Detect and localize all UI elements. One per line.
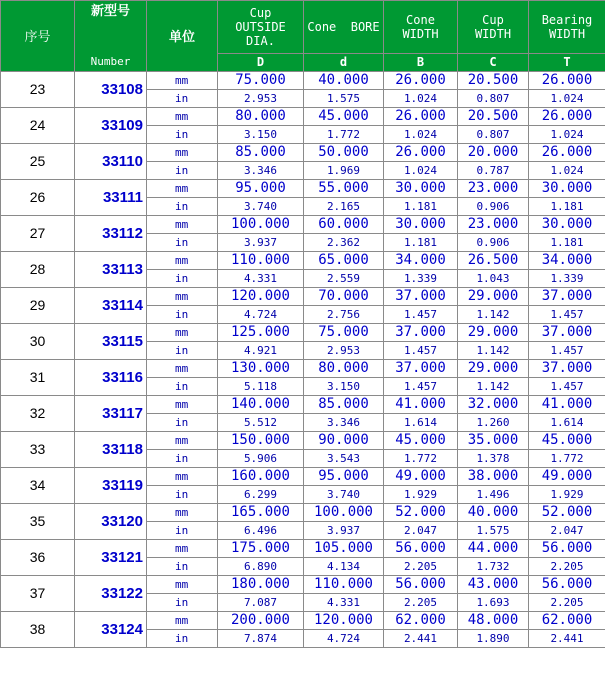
unit-in-label: in [147,629,218,647]
cone-width-in: 1.614 [384,413,458,431]
cone-width-mm: 30.000 [384,179,458,197]
cup-outside-dia-mm: 120.000 [218,287,304,305]
cup-width-in: 1.378 [458,449,529,467]
cone-width-in: 2.441 [384,629,458,647]
cup-width-in: 1.142 [458,305,529,323]
row-seq: 38 [1,611,75,647]
cup-width-mm: 29.000 [458,359,529,377]
cone-width-in: 2.047 [384,521,458,539]
table-row-mm [1,611,605,629]
cup-width-mm: 23.000 [458,179,529,197]
cone-bore-in: 2.559 [304,269,384,287]
cup-outside-dia-mm: 85.000 [218,143,304,161]
cone-bore-in: 2.165 [304,197,384,215]
cone-bore-in: 1.772 [304,125,384,143]
cup-width-mm: 29.000 [458,287,529,305]
unit-mm-label: mm [147,359,218,377]
row-seq: 30 [1,323,75,359]
row-seq: 27 [1,215,75,251]
bearing-width-in: 2.205 [529,593,605,611]
table-row-mm [1,143,605,161]
row-model-number: 33119 [75,467,147,503]
cone-width-in: 2.205 [384,593,458,611]
unit-mm-label: mm [147,179,218,197]
bearing-width-mm: 37.000 [529,287,605,305]
cone-width-mm: 37.000 [384,359,458,377]
cone-width-mm: 41.000 [384,395,458,413]
cup-width-in: 1.142 [458,341,529,359]
cone-bore-in: 3.543 [304,449,384,467]
table-row-mm [1,503,605,521]
bearing-width-in: 1.339 [529,269,605,287]
cup-outside-dia-mm: 140.000 [218,395,304,413]
cup-width-mm: 20.500 [458,107,529,125]
cone-width-mm: 37.000 [384,323,458,341]
cup-width-in: 0.807 [458,89,529,107]
row-model-number: 33114 [75,287,147,323]
row-seq: 31 [1,359,75,395]
cone-bore-in: 1.575 [304,89,384,107]
row-seq: 28 [1,251,75,287]
bearing-width-mm: 52.000 [529,503,605,521]
cup-outside-dia-in: 6.299 [218,485,304,503]
bearing-width-in: 1.457 [529,377,605,395]
unit-mm-label: mm [147,395,218,413]
row-model-number: 33116 [75,359,147,395]
cup-outside-dia-in: 5.512 [218,413,304,431]
cup-width-mm: 20.000 [458,143,529,161]
cup-width-mm: 29.000 [458,323,529,341]
cup-width-in: 1.732 [458,557,529,575]
cup-width-mm: 23.000 [458,215,529,233]
row-model-number: 33118 [75,431,147,467]
bearing-width-mm: 26.000 [529,107,605,125]
row-seq: 32 [1,395,75,431]
cup-outside-dia-mm: 125.000 [218,323,304,341]
table-row-mm [1,395,605,413]
cup-outside-dia-in: 6.496 [218,521,304,539]
cup-width-in: 1.693 [458,593,529,611]
cone-bore-mm: 75.000 [304,323,384,341]
cone-width-mm: 45.000 [384,431,458,449]
unit-in-label: in [147,197,218,215]
cup-width-mm: 32.000 [458,395,529,413]
unit-in-label: in [147,449,218,467]
bearing-width-in: 1.024 [529,89,605,107]
header-model-number: Number [75,53,147,71]
row-model-number: 33111 [75,179,147,215]
row-model-number: 33115 [75,323,147,359]
header-symbol-C: C [458,53,529,71]
cone-width-mm: 30.000 [384,215,458,233]
bearing-width-in: 1.024 [529,161,605,179]
cup-width-in: 1.575 [458,521,529,539]
cone-bore-mm: 90.000 [304,431,384,449]
cup-outside-dia-mm: 80.000 [218,107,304,125]
cup-width-in: 1.043 [458,269,529,287]
cone-width-in: 1.024 [384,161,458,179]
cone-width-in: 1.929 [384,485,458,503]
bearing-width-in: 1.024 [529,125,605,143]
table-row-mm [1,539,605,557]
header-symbol-d: d [304,53,384,71]
cone-width-in: 1.181 [384,197,458,215]
cup-outside-dia-in: 5.118 [218,377,304,395]
bearing-width-in: 1.614 [529,413,605,431]
unit-in-label: in [147,125,218,143]
bearing-width-in: 1.181 [529,197,605,215]
cup-outside-dia-in: 3.346 [218,161,304,179]
row-seq: 25 [1,143,75,179]
cup-outside-dia-in: 3.740 [218,197,304,215]
bearing-width-mm: 56.000 [529,575,605,593]
cone-bore-mm: 70.000 [304,287,384,305]
bearing-width-mm: 30.000 [529,179,605,197]
unit-in-label: in [147,89,218,107]
row-model-number: 33109 [75,107,147,143]
cup-width-mm: 35.000 [458,431,529,449]
cone-width-in: 1.024 [384,125,458,143]
bearing-width-mm: 49.000 [529,467,605,485]
bearing-width-mm: 45.000 [529,431,605,449]
cone-width-in: 1.457 [384,305,458,323]
bearing-width-in: 2.205 [529,557,605,575]
cone-width-in: 1.772 [384,449,458,467]
bearing-width-in: 1.772 [529,449,605,467]
table-row-mm [1,107,605,125]
cup-width-in: 1.142 [458,377,529,395]
unit-in-label: in [147,485,218,503]
unit-mm-label: mm [147,107,218,125]
unit-mm-label: mm [147,287,218,305]
bearing-width-mm: 37.000 [529,323,605,341]
bearing-width-mm: 41.000 [529,395,605,413]
cup-outside-dia-in: 3.150 [218,125,304,143]
table-row-mm [1,431,605,449]
header-cone-bore: Cone BORE [304,1,384,54]
bearing-width-in: 2.047 [529,521,605,539]
bearing-width-in: 1.457 [529,341,605,359]
cone-bore-in: 4.134 [304,557,384,575]
unit-in-label: in [147,161,218,179]
header-cup-width: Cup WIDTH [458,1,529,54]
cone-bore-in: 3.937 [304,521,384,539]
cone-bore-mm: 100.000 [304,503,384,521]
header-model: 新型号 [75,1,147,54]
row-seq: 34 [1,467,75,503]
cup-width-mm: 26.500 [458,251,529,269]
row-model-number: 33117 [75,395,147,431]
cone-bore-in: 2.953 [304,341,384,359]
cup-width-in: 0.787 [458,161,529,179]
row-model-number: 33120 [75,503,147,539]
cup-outside-dia-in: 5.906 [218,449,304,467]
unit-mm-label: mm [147,431,218,449]
row-model-number: 33108 [75,71,147,107]
cone-width-mm: 49.000 [384,467,458,485]
row-model-number: 33112 [75,215,147,251]
bearing-width-in: 1.929 [529,485,605,503]
cup-outside-dia-mm: 75.000 [218,71,304,89]
unit-in-label: in [147,377,218,395]
cone-bore-mm: 40.000 [304,71,384,89]
row-seq: 37 [1,575,75,611]
cone-bore-in: 4.331 [304,593,384,611]
cup-outside-dia-mm: 160.000 [218,467,304,485]
unit-in-label: in [147,557,218,575]
header-symbol-D: D [218,53,304,71]
cup-width-mm: 43.000 [458,575,529,593]
cup-outside-dia-in: 3.937 [218,233,304,251]
row-seq: 33 [1,431,75,467]
row-model-number: 33124 [75,611,147,647]
table-row-mm [1,287,605,305]
cone-bore-mm: 80.000 [304,359,384,377]
bearing-width-mm: 26.000 [529,71,605,89]
header-bearing-width: Bearing WIDTH [529,1,605,54]
cone-width-in: 1.457 [384,377,458,395]
cup-width-in: 1.260 [458,413,529,431]
cup-outside-dia-in: 7.874 [218,629,304,647]
cone-bore-mm: 60.000 [304,215,384,233]
bearing-width-mm: 26.000 [529,143,605,161]
cone-width-mm: 26.000 [384,71,458,89]
cup-width-mm: 38.000 [458,467,529,485]
unit-mm-label: mm [147,611,218,629]
table-row-mm [1,215,605,233]
row-seq: 35 [1,503,75,539]
cone-bore-mm: 45.000 [304,107,384,125]
cup-width-mm: 40.000 [458,503,529,521]
table-row-mm [1,575,605,593]
bearing-width-in: 2.441 [529,629,605,647]
cup-width-mm: 20.500 [458,71,529,89]
cup-outside-dia-mm: 165.000 [218,503,304,521]
row-seq: 23 [1,71,75,107]
cup-width-mm: 44.000 [458,539,529,557]
cone-width-in: 2.205 [384,557,458,575]
unit-mm-label: mm [147,71,218,89]
cup-outside-dia-mm: 130.000 [218,359,304,377]
cup-width-in: 0.906 [458,197,529,215]
cup-outside-dia-mm: 175.000 [218,539,304,557]
cone-width-in: 1.024 [384,89,458,107]
cup-outside-dia-in: 4.331 [218,269,304,287]
cup-outside-dia-in: 2.953 [218,89,304,107]
cup-outside-dia-in: 4.921 [218,341,304,359]
unit-mm-label: mm [147,467,218,485]
row-seq: 26 [1,179,75,215]
cone-width-mm: 56.000 [384,539,458,557]
cup-outside-dia-in: 6.890 [218,557,304,575]
bearing-width-mm: 56.000 [529,539,605,557]
cup-outside-dia-mm: 95.000 [218,179,304,197]
cup-outside-dia-mm: 180.000 [218,575,304,593]
cone-bore-mm: 50.000 [304,143,384,161]
bearing-width-mm: 62.000 [529,611,605,629]
unit-in-label: in [147,269,218,287]
cup-outside-dia-mm: 150.000 [218,431,304,449]
cone-bore-mm: 55.000 [304,179,384,197]
cone-bore-in: 3.346 [304,413,384,431]
header-seq: 序号 [1,1,75,72]
table-row-mm [1,467,605,485]
cup-width-in: 0.906 [458,233,529,251]
unit-in-label: in [147,521,218,539]
cup-outside-dia-mm: 200.000 [218,611,304,629]
header-symbol-T: T [529,53,605,71]
cup-width-mm: 48.000 [458,611,529,629]
bearing-width-mm: 30.000 [529,215,605,233]
cup-outside-dia-in: 7.087 [218,593,304,611]
cup-width-in: 0.807 [458,125,529,143]
unit-mm-label: mm [147,503,218,521]
unit-in-label: in [147,233,218,251]
cone-width-mm: 56.000 [384,575,458,593]
table-body [1,71,605,647]
row-model-number: 33110 [75,143,147,179]
unit-in-label: in [147,413,218,431]
header-unit: 单位 [147,1,218,72]
unit-mm-label: mm [147,323,218,341]
cone-bore-mm: 95.000 [304,467,384,485]
cup-outside-dia-mm: 110.000 [218,251,304,269]
unit-in-label: in [147,593,218,611]
cone-width-mm: 26.000 [384,107,458,125]
bearing-width-in: 1.457 [529,305,605,323]
cone-width-mm: 52.000 [384,503,458,521]
cup-outside-dia-mm: 100.000 [218,215,304,233]
unit-mm-label: mm [147,539,218,557]
cone-width-in: 1.339 [384,269,458,287]
cone-width-mm: 34.000 [384,251,458,269]
cone-width-mm: 62.000 [384,611,458,629]
header-symbol-B: B [384,53,458,71]
cone-bore-in: 1.969 [304,161,384,179]
row-seq: 36 [1,539,75,575]
header-cup-outside-dia: Cup OUTSIDE DIA. [218,1,304,54]
bearing-width-in: 1.181 [529,233,605,251]
header-cone-width: Cone WIDTH [384,1,458,54]
cone-bore-mm: 120.000 [304,611,384,629]
table-row-mm [1,323,605,341]
cone-bore-mm: 65.000 [304,251,384,269]
cone-bore-mm: 110.000 [304,575,384,593]
table-row-mm [1,359,605,377]
cone-bore-mm: 85.000 [304,395,384,413]
cup-width-in: 1.890 [458,629,529,647]
cone-width-in: 1.457 [384,341,458,359]
table-row-mm [1,251,605,269]
unit-mm-label: mm [147,575,218,593]
row-model-number: 33113 [75,251,147,287]
unit-in-label: in [147,305,218,323]
row-model-number: 33121 [75,539,147,575]
bearing-width-mm: 34.000 [529,251,605,269]
row-seq: 29 [1,287,75,323]
cone-width-in: 1.181 [384,233,458,251]
bearing-width-mm: 37.000 [529,359,605,377]
unit-mm-label: mm [147,215,218,233]
cone-width-mm: 37.000 [384,287,458,305]
cone-bore-in: 3.150 [304,377,384,395]
cone-bore-in: 2.756 [304,305,384,323]
cone-bore-mm: 105.000 [304,539,384,557]
unit-mm-label: mm [147,143,218,161]
unit-in-label: in [147,341,218,359]
cone-bore-in: 2.362 [304,233,384,251]
table-row-mm [1,71,605,89]
cup-outside-dia-in: 4.724 [218,305,304,323]
row-seq: 24 [1,107,75,143]
table-row-mm [1,179,605,197]
cup-width-in: 1.496 [458,485,529,503]
cone-bore-in: 3.740 [304,485,384,503]
row-model-number: 33122 [75,575,147,611]
unit-mm-label: mm [147,251,218,269]
cone-width-mm: 26.000 [384,143,458,161]
cone-bore-in: 4.724 [304,629,384,647]
